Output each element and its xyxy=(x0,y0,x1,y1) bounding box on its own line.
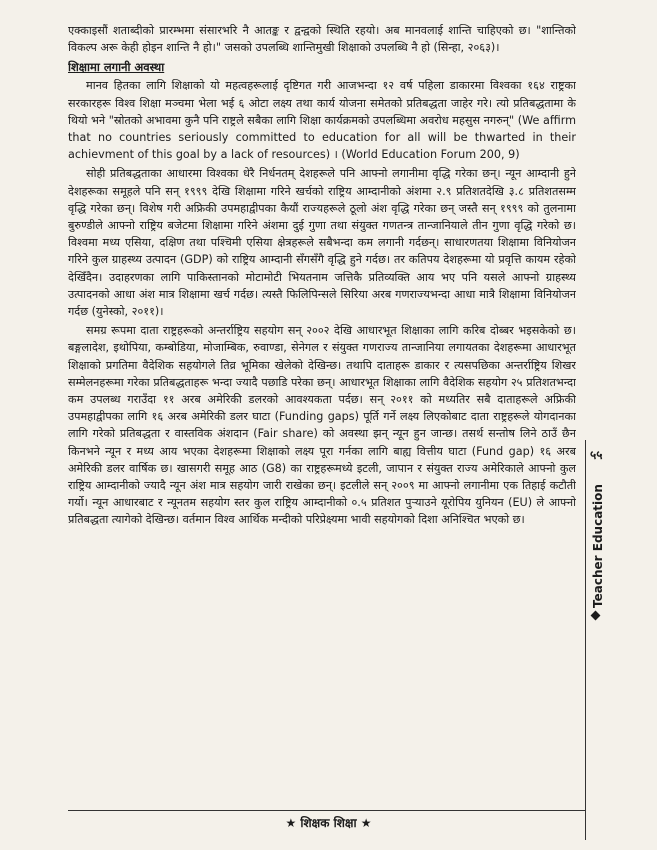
section-heading: शिक्षामा लगानी अवस्था xyxy=(68,60,165,75)
body-paragraph: समग्र रूपमा दाता राष्ट्रहरूको अन्तर्राष्ट्रिय सहयोग सन् २००२ देखि आधारभूत शिक्षाका लागि करिब दोब्बर भइसकेको छ। बङ्गलादेश, इथोपिया, कम्बोडिया, मोजाम्बिक, रुवाण्डा, सेनेगल र संयुक्त गणराज्य तान्जानिया लगायतका देशहरूमा आधारभूत शिक्षाको प्रगतिमा वैदेशिक सहयोगले तिव्र भूमिका खेलेको देखिन्छ। तथापि दाताहरू डाकार र त्यसपछिका अन्तर्राष्ट्रिय शिखर सम्मेलनहरूमा गरेका प्रतिबद्धताहरू भन्दा ज्यादै पछाडि परेका छन्। आधारभूत शिक्षाका लागि वैदेशिक सहयोग २५ प्रतिशतभन्दा कम उपलब्ध गराउँदा ११ अरब अमेरिकी डलरको आवश्यकता पर्दछ। सन् २०११ को मध्यतिर सबै दाताहरूले अफ्रिकी उपमहाद्वीपका लागि १६ अरब अमेरिकी डलर घाटा (Funding gaps) पूर्ति गर्ने लक्ष्य लिएकोबाट दाता राष्ट्रहरूले योगदानका लागि गरेको प्रतिबद्धता र वास्तविक अंशदान (Fair share) को अवस्था झन् न्यून हुन जान्छ। तसर्थ सन्तोष लिने ठाउँ छैन किनभने न्यून र मध्य आय भएका देशहरूमा शिक्षाको लक्ष्य पूरा गर्नका लागि बाह्य वित्तीय घाटा (Fund gap) १६ अरब अमेरिकी डलर वार्षिक छ। खासगरी समूह आठ (G8) का राष्ट्रहरूमध्ये इटली, जापान र संयुक्त राज्य अमेरिकाले आफ्नो कुल राष्ट्रिय आम्दानीको ज्यादै न्यून अंश मात्र सहयोग जारी राखेका छन्। इटलीले सन् २००९ मा आफ्नो लगानीमा एक तिहाई कटौती गर्यो। न्यून आधारबाट र न्यूनतम सहयोग स्तर कुल राष्ट्रिय आम्दानीको ०.५ प्रतिशत पुऱ्याउने यूरोपिय युनियन (EU) ले आफ्नो प्रतिबद्धता त्यागेको देखिन्छ। वर्तमान विश्व आर्थिक मन्दीको परिप्रेक्ष्यमा भावी सहयोगको दिशा अनिश्चित भएको छ। xyxy=(68,324,576,527)
body-paragraph: मानव हितका लागि शिक्षाको यो महत्वहरूलाई दृष्टिगत गरी आजभन्दा १२ वर्ष पहिला डाकारमा विश्वका १६४ राष्ट्रका सरकारहरू विश्व शिक्षा मञ्चमा भेला भई ६ ओटा लक्ष्य तथा कार्य योजना समेतको प्रतिबद्धता जाहेर गरे। त्यो प्रतिबद्धतामा के थियो भने "स्रोतको अभावमा कुनै पनि राष्ट्रले सबैका लागि शिक्षा कार्यक्रमको उपलब्धिमा अवरोध महसुस नगरुन्" (We affirm that no countries seriously committed to education for all will be thwarted in their achievment of this goal by a lack of resources) । (World Education Forum 200, 9) xyxy=(68,79,576,162)
footer-divider xyxy=(68,810,586,811)
side-label xyxy=(588,486,608,606)
footer-title: ★ शिक्षक शिक्षा ★ xyxy=(285,816,372,830)
page-number: ५५ xyxy=(590,448,603,462)
page-content xyxy=(68,22,576,792)
body-paragraph: एक्काइसौं शताब्दीको प्रारम्भमा संसारभरि नै आतङ्क र द्वन्द्वको स्थिति रहयो। अब मानवलाई शान्ति चाहिएको छ। "शान्तिको विकल्प अरू केही होइन शान्ति नै हो।" जसको उपलब्धि शान्तिमुखी शिक्षाको उपलब्धि नै हो (सिन्हा, २०६३)। xyxy=(68,24,576,55)
body-paragraph: सोही प्रतिबद्धताका आधारमा विश्वका धेरै निर्धनतम् देशहरूले पनि आफ्नो लगानीमा वृद्धि गरेका छन्। न्यून आम्दानी हुने देशहरूका समूहले पनि सन् १९९९ देखि शिक्षामा गरिने खर्चको राष्ट्रिय आम्दानीको अंशमा २.९ प्रतिशतदेखि ३.८ प्रतिशतसम्म वृद्धि गरेका छन्। विशेष गरी अफ्रिकी उपमहाद्वीपका कैयौं राज्यहरूले ठूलो अंश वृद्धि गरेका छन् जस्तै सन् १९९९ को तुलनामा बुरुण्डीले आफ्नो राष्ट्रिय बजेटमा शिक्षामा गरिने अंशमा दुई गुणा तथा संयुक्त गणतन्त्र तान्जानियाले तीन गुणा वृद्धि गरेको छ। विश्वमा मध्य एसिया, दक्षिण तथा पश्चिमी एसिया क्षेत्रहरूले सबैभन्दा कम लगानी गर्दछन्। साधारणतया शिक्षामा विनियोजन गरिने कुल ग्राहस्थ्य उत्पादन (GDP) को राष्ट्रिय आम्दानी सँगसँगै वृद्धि हुने गर्दछ। तर कतिपय देशहरूमा यो प्रवृत्ति कायम रहेको देखिँदैन। उदाहरणका लागि पाकिस्तानको मोटामोटी भियतनाम जत्तिकै प्रतिव्यक्ति आय भए पनि यसले आफ्नो ग्राहस्थ्य उत्पादनको आधा अंश मात्र शिक्षामा खर्च गर्दछ। त्यस्तै फिलिपिन्सले सिरिया अरब गणराज्यभन्दा आधा मात्रै शिक्षामा विनियोजन गर्दछ (युनेस्को, २०११)। xyxy=(68,167,576,319)
diamond-bullet-icon xyxy=(591,611,601,621)
side-divider xyxy=(585,440,586,840)
side-label-text: Teacher Education xyxy=(591,484,605,608)
